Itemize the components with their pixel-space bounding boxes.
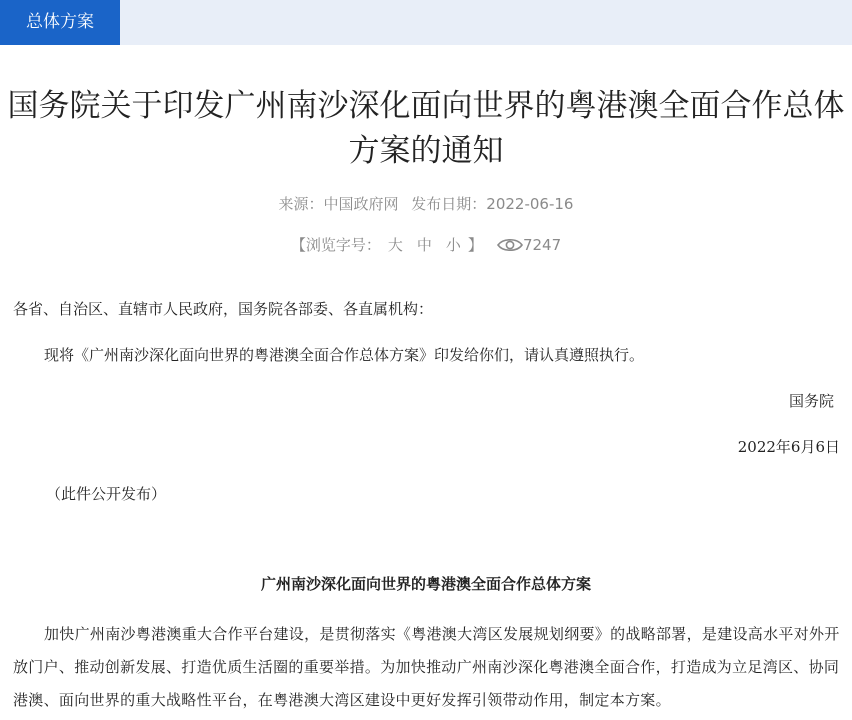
view-count: 7247 bbox=[522, 236, 562, 254]
publish-date: 发布日期：2022-06-16 bbox=[411, 195, 574, 213]
browse-font-close: 】 bbox=[467, 236, 483, 254]
eye-icon bbox=[497, 237, 523, 253]
browse-font-label: 【浏览字号： bbox=[290, 236, 381, 254]
public-note: （此件公开发布） bbox=[46, 485, 167, 503]
font-size-small-button[interactable]: 小 bbox=[445, 236, 461, 254]
source-label: 来源：中国政府网 bbox=[278, 195, 399, 213]
top-bar bbox=[0, 0, 852, 45]
notice-text: 现将《广州南沙深化面向世界的粤港澳全面合作总体方案》印发给你们，请认真遵照执行。 bbox=[44, 346, 645, 364]
document-title: 广州南沙深化面向世界的粤港澳全面合作总体方案 bbox=[260, 575, 591, 593]
issue-date: 2022年6月6日 bbox=[737, 438, 840, 456]
font-size-medium-button[interactable]: 中 bbox=[416, 236, 432, 254]
article-meta bbox=[0, 193, 852, 214]
signer: 国务院 bbox=[788, 392, 834, 410]
font-size-toolbar bbox=[0, 234, 852, 255]
font-size-large-button[interactable]: 大 bbox=[387, 236, 403, 254]
section-tab-overall-plan[interactable]: 总体方案 bbox=[0, 0, 120, 45]
addressee: 各省、自治区、直辖市人民政府，国务院各部委、各直属机构： bbox=[13, 300, 434, 318]
intro-paragraph: 加快广州南沙粤港澳重大合作平台建设，是贯彻落实《粤港澳大湾区发展规划纲要》的战略部署，是建设高水平对外开放门户、推动创新发展、打造优质生活圈的重要举措。为加快推动广州南沙深化粤港澳全面合作，打造成为立足湾区、协同港澳、面向世界的重大战略性平台，在粤港澳大湾区建设中更好发挥引领带动作用，制定本方案。 bbox=[13, 625, 840, 709]
article-title: 国务院关于印发广州南沙深化面向世界的粤港澳全面合作总体方案的通知 bbox=[7, 88, 845, 169]
